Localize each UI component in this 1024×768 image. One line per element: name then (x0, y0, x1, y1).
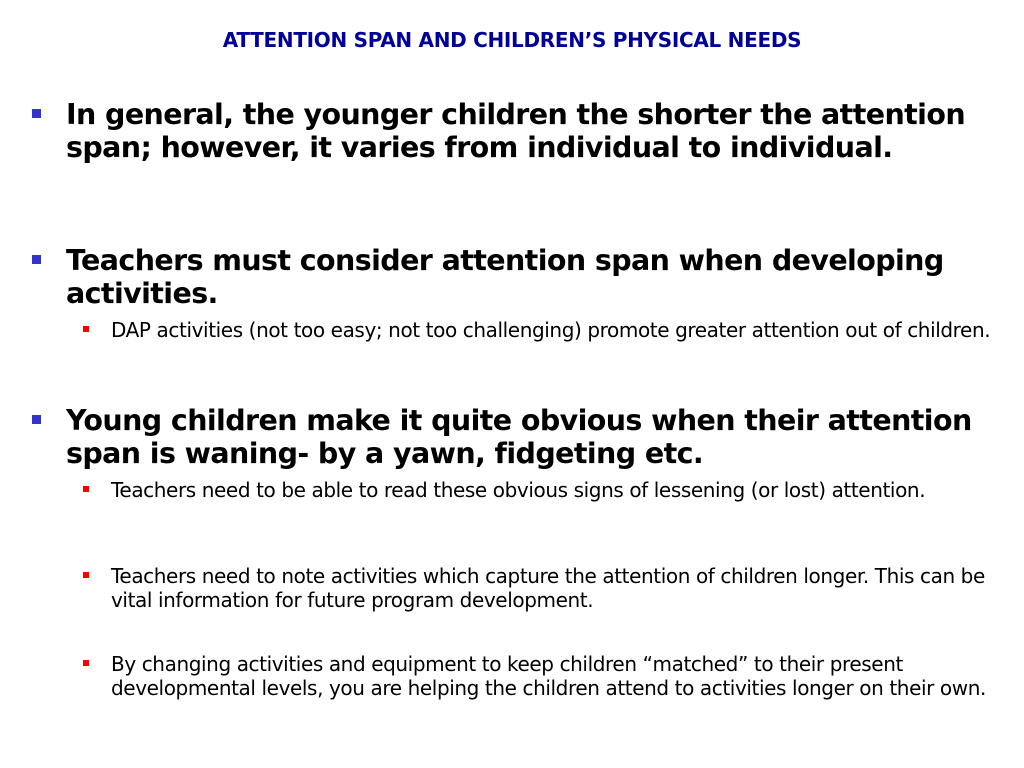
bullet-group-2 (28, 244, 1003, 310)
sub-bullet-group-3b (28, 564, 1003, 612)
square-bullet-icon (83, 660, 89, 666)
sub-bullet-group-2 (28, 318, 1003, 342)
main-bullet-text: Young children make it quite obvious when their attention span is waning- by a yawn, fidgeting etc. (66, 404, 972, 470)
square-bullet-icon (32, 255, 41, 264)
square-bullet-icon (83, 486, 89, 492)
square-bullet-icon (83, 326, 89, 332)
slide-title: ATTENTION SPAN AND CHILDREN’S PHYSICAL NEEDS (222, 28, 802, 52)
sub-bullet-text: DAP activities (not too easy; not too challenging) promote greater attention out of children. (111, 318, 991, 342)
sub-bullet-text: Teachers need to note activities which capture the attention of children longer. This can be vital information for future program development. (111, 564, 985, 612)
sub-bullet-text: By changing activities and equipment to keep children “matched” to their present developmental levels, you are helping the children attend to activities longer on their own. (111, 652, 986, 700)
main-bullet (28, 404, 1003, 470)
sub-bullet (28, 652, 1003, 700)
sub-bullet (28, 318, 1003, 342)
bullet-group-3 (28, 404, 1003, 470)
main-bullet-text: Teachers must consider attention span when developing activities. (66, 244, 944, 310)
main-bullet-text: In general, the younger children the shorter the attention span; however, it varies from individual to individual. (66, 98, 966, 164)
main-bullet (28, 98, 1003, 164)
bullet-group-1 (28, 98, 1003, 164)
sub-bullet (28, 564, 1003, 612)
sub-bullet (28, 478, 1003, 502)
sub-bullet-group-3c (28, 652, 1003, 700)
square-bullet-icon (83, 572, 89, 578)
main-bullet (28, 244, 1003, 310)
sub-bullet-group-3a (28, 478, 1003, 502)
square-bullet-icon (32, 109, 41, 118)
square-bullet-icon (32, 415, 41, 424)
sub-bullet-text: Teachers need to be able to read these obvious signs of lessening (or lost) attention. (111, 478, 926, 502)
